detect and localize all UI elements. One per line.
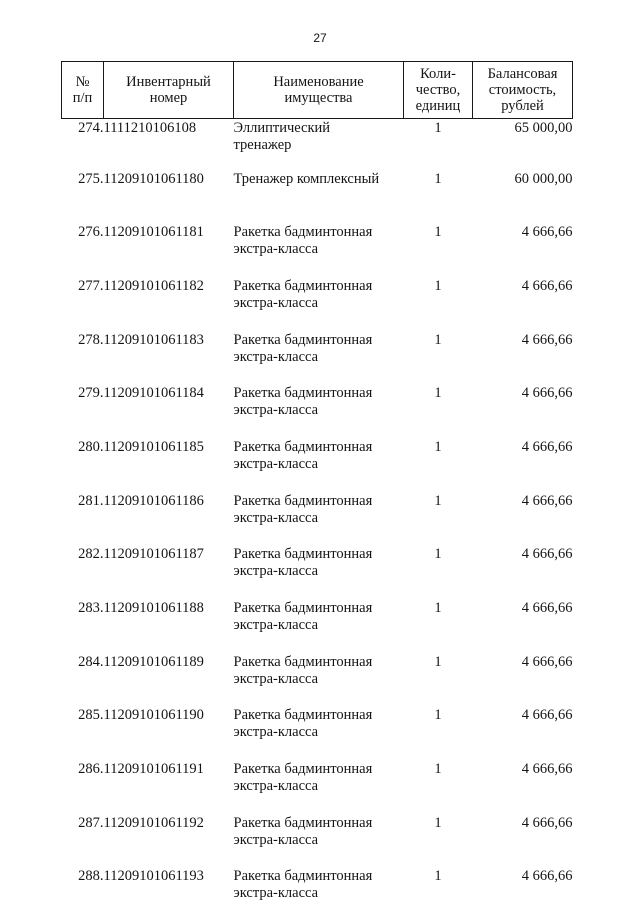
header-num <box>62 62 104 119</box>
header-inventory-line: Инвентарный <box>106 74 231 90</box>
row-name-line: Ракетка бадминтонная <box>234 439 404 456</box>
row-inventory-number: 11209101061185 <box>104 439 234 493</box>
row-name-line: экстра-класса <box>234 617 404 634</box>
row-number: 287. <box>62 815 104 869</box>
row-property-name <box>234 332 404 386</box>
row-inventory-number: 11209101061190 <box>104 707 234 761</box>
row-quantity: 1 <box>404 600 473 654</box>
row-balance-cost: 4 666,66 <box>473 707 573 761</box>
table-row <box>62 119 573 171</box>
row-number: 283. <box>62 600 104 654</box>
row-quantity: 1 <box>404 815 473 869</box>
row-quantity: 1 <box>404 332 473 386</box>
row-name-line: Ракетка бадминтонная <box>234 654 404 671</box>
row-property-name <box>234 761 404 815</box>
row-number: 274. <box>62 119 104 171</box>
row-name-line: экстра-класса <box>234 724 404 741</box>
row-inventory-number: 1111210106108 <box>104 119 234 171</box>
header-name-line: Наименование <box>236 74 401 90</box>
row-name-line: экстра-класса <box>234 456 404 473</box>
row-name-line: Ракетка бадминтонная <box>234 815 404 832</box>
row-name-line: Ракетка бадминтонная <box>234 707 404 724</box>
row-balance-cost: 4 666,66 <box>473 332 573 386</box>
row-property-name <box>234 654 404 708</box>
header-balance-cost <box>473 62 573 119</box>
row-quantity: 1 <box>404 707 473 761</box>
header-quantity <box>404 62 473 119</box>
row-name-line: экстра-класса <box>234 778 404 795</box>
row-number: 281. <box>62 493 104 547</box>
row-property-name <box>234 815 404 869</box>
row-number: 282. <box>62 546 104 600</box>
row-inventory-number: 11209101061192 <box>104 815 234 869</box>
row-quantity: 1 <box>404 546 473 600</box>
header-num-line: п/п <box>64 90 101 106</box>
row-balance-cost: 4 666,66 <box>473 385 573 439</box>
table-row <box>62 278 573 332</box>
row-name-line: тренажер <box>234 137 404 154</box>
row-inventory-number: 11209101061189 <box>104 654 234 708</box>
row-property-name <box>234 439 404 493</box>
row-quantity: 1 <box>404 119 473 171</box>
header-num-line: № <box>64 74 101 90</box>
table-header-row <box>62 62 573 119</box>
header-qty-line: чество, <box>406 82 470 98</box>
header-qty-line: единиц <box>406 98 470 114</box>
row-inventory-number: 11209101061186 <box>104 493 234 547</box>
row-quantity: 1 <box>404 761 473 815</box>
row-quantity: 1 <box>404 439 473 493</box>
table-row <box>62 439 573 493</box>
inventory-table <box>61 61 573 922</box>
row-name-line: Ракетка бадминтонная <box>234 868 404 885</box>
row-property-name <box>234 493 404 547</box>
table-row <box>62 707 573 761</box>
row-quantity: 1 <box>404 171 473 225</box>
header-cost-line: стоимость, <box>475 82 570 98</box>
header-inventory-line: номер <box>106 90 231 106</box>
table-body <box>62 119 573 922</box>
row-property-name <box>234 868 404 922</box>
row-property-name <box>234 385 404 439</box>
row-number: 278. <box>62 332 104 386</box>
row-property-name <box>234 707 404 761</box>
row-quantity: 1 <box>404 278 473 332</box>
header-property-name <box>234 62 404 119</box>
row-balance-cost: 65 000,00 <box>473 119 573 171</box>
row-balance-cost: 4 666,66 <box>473 761 573 815</box>
row-quantity: 1 <box>404 654 473 708</box>
row-name-line: Ракетка бадминтонная <box>234 385 404 402</box>
row-name-line: Тренажер комплексный <box>234 171 404 188</box>
row-inventory-number: 11209101061188 <box>104 600 234 654</box>
row-balance-cost: 4 666,66 <box>473 654 573 708</box>
row-balance-cost: 4 666,66 <box>473 224 573 278</box>
row-inventory-number: 11209101061180 <box>104 171 234 225</box>
row-balance-cost: 60 000,00 <box>473 171 573 225</box>
table-row <box>62 546 573 600</box>
row-balance-cost: 4 666,66 <box>473 546 573 600</box>
row-balance-cost: 4 666,66 <box>473 278 573 332</box>
table-row <box>62 868 573 922</box>
row-name-line: экстра-класса <box>234 349 404 366</box>
row-property-name <box>234 546 404 600</box>
row-quantity: 1 <box>404 224 473 278</box>
table-row <box>62 654 573 708</box>
row-name-line: экстра-класса <box>234 295 404 312</box>
row-quantity: 1 <box>404 385 473 439</box>
row-property-name <box>234 171 404 225</box>
row-balance-cost: 4 666,66 <box>473 600 573 654</box>
row-name-line: экстра-класса <box>234 241 404 258</box>
row-name-line: экстра-класса <box>234 563 404 580</box>
row-quantity: 1 <box>404 493 473 547</box>
row-inventory-number: 11209101061193 <box>104 868 234 922</box>
row-name-line: Ракетка бадминтонная <box>234 224 404 241</box>
header-cost-line: рублей <box>475 98 570 114</box>
header-name-line: имущества <box>236 90 401 106</box>
row-inventory-number: 11209101061191 <box>104 761 234 815</box>
row-balance-cost: 4 666,66 <box>473 815 573 869</box>
row-balance-cost: 4 666,66 <box>473 493 573 547</box>
row-name-line: Ракетка бадминтонная <box>234 332 404 349</box>
row-name-line: экстра-класса <box>234 402 404 419</box>
row-number: 288. <box>62 868 104 922</box>
header-inventory-number <box>104 62 234 119</box>
row-inventory-number: 11209101061183 <box>104 332 234 386</box>
row-name-line: Эллиптический <box>234 120 404 137</box>
row-number: 276. <box>62 224 104 278</box>
row-name-line: экстра-класса <box>234 832 404 849</box>
table-row <box>62 224 573 278</box>
table-row <box>62 385 573 439</box>
row-number: 277. <box>62 278 104 332</box>
row-inventory-number: 11209101061182 <box>104 278 234 332</box>
row-name-line: Ракетка бадминтонная <box>234 761 404 778</box>
row-name-line: Ракетка бадминтонная <box>234 600 404 617</box>
row-name-line: Ракетка бадминтонная <box>234 493 404 510</box>
page-number: 27 <box>0 31 640 45</box>
row-property-name <box>234 600 404 654</box>
row-name-line: Ракетка бадминтонная <box>234 278 404 295</box>
table-row <box>62 815 573 869</box>
row-quantity: 1 <box>404 868 473 922</box>
row-balance-cost: 4 666,66 <box>473 439 573 493</box>
row-inventory-number: 11209101061184 <box>104 385 234 439</box>
row-name-line: Ракетка бадминтонная <box>234 546 404 563</box>
row-number: 285. <box>62 707 104 761</box>
row-property-name <box>234 278 404 332</box>
header-qty-line: Коли- <box>406 66 470 82</box>
row-name-line: экстра-класса <box>234 671 404 688</box>
row-inventory-number: 11209101061181 <box>104 224 234 278</box>
row-balance-cost: 4 666,66 <box>473 868 573 922</box>
row-number: 284. <box>62 654 104 708</box>
row-name-line: экстра-класса <box>234 510 404 527</box>
header-cost-line: Балансовая <box>475 66 570 82</box>
row-property-name <box>234 224 404 278</box>
row-inventory-number: 11209101061187 <box>104 546 234 600</box>
row-number: 280. <box>62 439 104 493</box>
table-row <box>62 600 573 654</box>
row-number: 275. <box>62 171 104 225</box>
row-property-name <box>234 119 404 171</box>
table-row <box>62 332 573 386</box>
table-row <box>62 171 573 225</box>
table-row <box>62 761 573 815</box>
table-row <box>62 493 573 547</box>
row-number: 286. <box>62 761 104 815</box>
row-number: 279. <box>62 385 104 439</box>
row-name-line: экстра-класса <box>234 885 404 902</box>
